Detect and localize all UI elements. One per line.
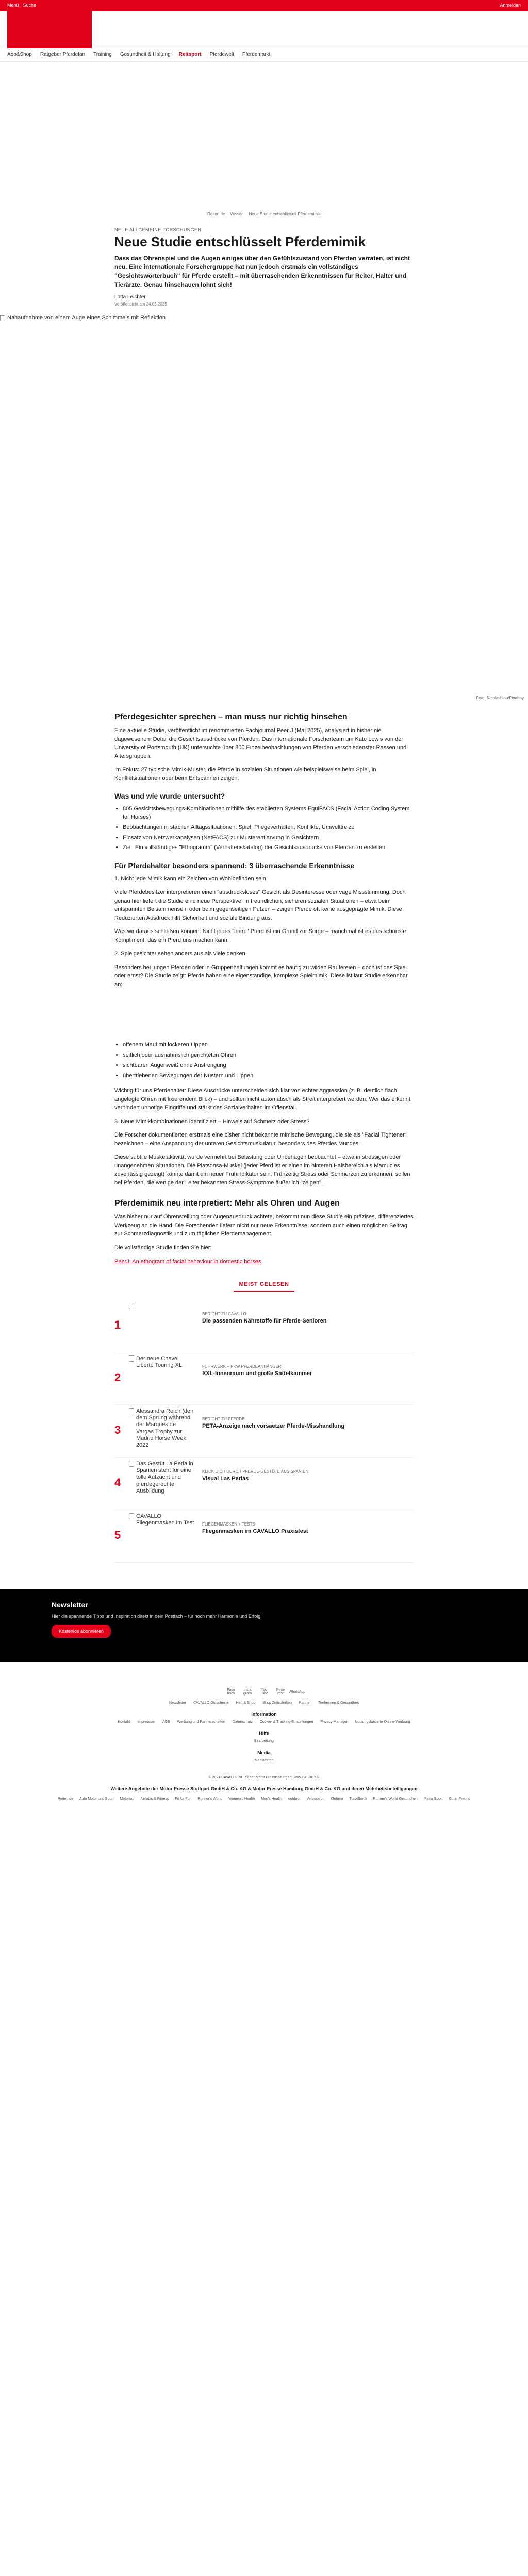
footer-link[interactable]: Heft & Shop bbox=[236, 1701, 256, 1705]
paragraph: Viele Pferdebesitzer interpretieren einen "ausdrucksloses" Gesicht als Desinteresse oder vage Missstimmung. Doch genau hier liefert die Studie eine neue Perspektive: In freundlichen, sicheren sozialen Situationen – etwa beim entspannten Beisammensein oder beim gegenseitigen Putzen – zeigen Pferde oft keine ausgeprägte Mimik. Diese Reduzierten Ausdruck hilft Sicherheit und soziale Bindung aus. bbox=[114, 889, 406, 921]
item-title[interactable]: Visual Las Perlas bbox=[202, 1475, 249, 1482]
list-item: • Beobachtungen in stabilen Alltagssituationen: Spiel, Pflegeverhalten, Konflikte, Umwelttreize bbox=[123, 824, 414, 832]
pinterest-icon[interactable]: Pinte rest bbox=[276, 1688, 285, 1696]
top-strip bbox=[0, 0, 528, 11]
footer-link[interactable]: Datenschutz bbox=[232, 1720, 253, 1724]
hero-alt-text: Nahaufnahme von einem Auge eines Schimmels mit Reflektion bbox=[7, 315, 166, 321]
item-title[interactable]: PETA-Anzeige nach vorsaetzer Pferde-Misshandlung bbox=[202, 1422, 345, 1429]
paragraph: Die Forscher dokumentierten erstmals eine bisher nicht bekannte mimische Bewegung, die sie als "Facial Tightener" bezeichnen – eine Anspannung der unteren Gesichtsmuskulatur, besonders des Pferdes Mundes. bbox=[114, 1132, 407, 1147]
section-heading: Pferdegesichter sprechen – man muss nur richtig hinsehen bbox=[114, 713, 348, 722]
subscribe-button[interactable]: Kostenlos abonnieren bbox=[52, 1625, 111, 1638]
footer-link[interactable]: Runner's World Gesundheit bbox=[373, 1797, 418, 1801]
broken-image-icon bbox=[129, 1461, 134, 1467]
item-title[interactable]: Fliegenmasken im CAVALLO Praxistest bbox=[202, 1528, 308, 1534]
newsletter-title: Newsletter bbox=[52, 1601, 88, 1609]
footer-link[interactable]: Velomotion bbox=[306, 1797, 325, 1801]
list-item: • sichtbaren Augenweiß ohne Anstrengung bbox=[123, 1062, 414, 1070]
further-offers-links bbox=[21, 1797, 507, 1802]
list-item: • übertriebenen Bewegungen der Nüstern und Lippen bbox=[123, 1072, 414, 1080]
footer-link[interactable]: Mediadaten bbox=[254, 1758, 274, 1762]
paragraph: Im Fokus: 27 typische Mimik-Muster, die Pferde in sozialen Situationen wie beispielsweise beim Spiel, in Konfliktsituationen oder beim Entspannen zeigen. bbox=[114, 767, 376, 782]
footer-link[interactable]: Bearbeitung bbox=[254, 1739, 274, 1743]
list-item: • offenem Maul mit lockeren Lippen bbox=[123, 1041, 414, 1049]
breadcrumb-item[interactable]: Wissen bbox=[230, 212, 244, 216]
footer-link[interactable]: Werbung und Partnerschaften bbox=[177, 1720, 225, 1724]
footer-link[interactable]: Runner's World bbox=[197, 1797, 223, 1801]
paragraph: Besonders bei jungen Pferden oder in Gruppenhaltungen kommt es häufig zu wilden Raufereien – doch ist das Spiel oder ernst? Die Studie zeigt: Pferde haben eine eigenständige, komplexe Spielmimik. Diese ist laut Studie erkennbar an: bbox=[114, 964, 408, 988]
broken-image-icon bbox=[0, 315, 5, 321]
instagram-icon[interactable]: Insta gram bbox=[243, 1688, 252, 1696]
thumbnail[interactable] bbox=[129, 1408, 195, 1453]
paragraph: Eine aktuelle Studie, veröffentlicht im renommierten Fachjournal Peer J (Mai 2025), analysiert in bisher nie dagewesenem Detail die Gesichtsausdrücke von Pferden. Das internationale Forscherteam um Kate Lewis von der University of Portsmouth (UK) untersuchte über 800 Einzelbeobachtungen von Pferden verschiedenster Rassen und Altersgruppen. bbox=[114, 727, 407, 759]
thumbnail-alt: CAVALLO Fliegenmasken im Test bbox=[136, 1513, 194, 1527]
footer-info-title: Information bbox=[251, 1711, 277, 1717]
rank-number: 4 bbox=[114, 1476, 121, 1489]
paragraph: Was wir daraus schließen können: Nicht jedes "leere" Pferd ist ein Grund zur Sorge – manchmal ist es das schönste Kompliment, das ein Pferd uns machen kann. bbox=[114, 928, 406, 943]
footer-link[interactable]: Kontakt bbox=[118, 1720, 130, 1724]
further-offers-title: Weitere Angebote der Motor Presse Stuttgart GmbH & Co. KG & Motor Presse Hamburg GmbH & Co. KG und deren Mehrheitsbeteiligungen bbox=[110, 1786, 418, 1791]
rank-number: 3 bbox=[114, 1423, 121, 1436]
article-body bbox=[114, 712, 414, 1266]
rank-number: 2 bbox=[114, 1371, 121, 1384]
broken-image-icon bbox=[129, 1513, 134, 1519]
footer-link[interactable]: Women's Health bbox=[228, 1797, 255, 1801]
item-text bbox=[202, 1513, 414, 1535]
study-link[interactable]: PeerJ: An ethogram of facial behaviour in domestic horses bbox=[114, 1259, 261, 1265]
nav-item-pferdemarkt[interactable]: Pferdemarkt bbox=[242, 52, 271, 58]
footer-link[interactable]: Nutzungsbasierte Online-Werbung bbox=[355, 1720, 410, 1724]
footer-link[interactable]: Auto Motor und Sport bbox=[79, 1797, 114, 1801]
thumbnail[interactable] bbox=[129, 1513, 195, 1558]
item-text bbox=[202, 1408, 414, 1430]
footer-link[interactable]: Reiten.de bbox=[58, 1797, 73, 1801]
article-kicker: NEUE ALLGEMEINE FORSCHUNGEN bbox=[114, 227, 202, 232]
broken-image-icon bbox=[129, 1408, 134, 1414]
most-read-item[interactable] bbox=[114, 1300, 414, 1352]
facebook-icon[interactable]: Face book bbox=[227, 1688, 235, 1696]
article bbox=[114, 211, 414, 307]
copyright: © 2024 CAVALLO ist Teil der Motor Presse Stuttgart GmbH & Co. KG bbox=[208, 1775, 320, 1780]
item-title[interactable]: Die passenden Nährstoffe für Pferde-Senioren bbox=[202, 1317, 327, 1324]
article-date: Veröffentlicht am 24.05.2025 bbox=[114, 301, 167, 307]
list-item: • Ziel: Ein vollständiges "Ethogramm" (Verhaltenskatalog) der Gesichtsausdrucke von Pferden zu erstellen bbox=[123, 844, 414, 852]
site-logo[interactable] bbox=[7, 11, 92, 48]
footer-link[interactable]: CAVALLO Gutscheine bbox=[193, 1701, 229, 1705]
top-left-links bbox=[7, 2, 36, 9]
paragraph: 3. Neue Mimikkombinationen identifiziert – Hinweis auf Schmerz oder Stress? bbox=[114, 1118, 310, 1125]
item-kicker: KLICK DICH DURCH PFERDE-GESTÜTE AUS SPANIEN bbox=[202, 1469, 309, 1474]
footer-link[interactable]: outdoor bbox=[288, 1797, 301, 1801]
breadcrumb-current: Neue Studie entschlüsselt Pferdemimik bbox=[249, 212, 321, 216]
thumbnail-alt: Der neue Chevel Liberté Touring XL bbox=[136, 1355, 183, 1369]
item-text bbox=[202, 1461, 414, 1482]
youtube-icon[interactable]: You Tube bbox=[260, 1688, 268, 1696]
paragraph: Die vollständige Studie finden Sie hier: bbox=[114, 1244, 212, 1251]
footer-link[interactable]: Travelbook bbox=[349, 1797, 367, 1801]
image-credit: Foto: Nicolasblau/Pixabay bbox=[476, 695, 524, 700]
nav-item-gesundheit[interactable]: Gesundheit & Haltung bbox=[120, 52, 171, 58]
footer-link[interactable]: Fit for Fun bbox=[175, 1797, 192, 1801]
rank-number: 5 bbox=[114, 1529, 121, 1541]
list-item: • 805 Gesichtsbewegungs-Kombinationen mithilfe des etablierten Systems EquiFACS (Facial Action Coding System for Horses) bbox=[123, 805, 414, 822]
nav-item-reitsport[interactable]: Reitsport bbox=[178, 52, 202, 58]
most-read-item[interactable] bbox=[114, 1458, 414, 1510]
thumbnail[interactable] bbox=[129, 1461, 195, 1506]
hero-image-alt bbox=[0, 314, 166, 323]
footer-link[interactable]: Aerobic & Fitness bbox=[140, 1797, 169, 1801]
list-item: • seitlich oder ausnahmslich gerichteten Ohren bbox=[123, 1052, 414, 1060]
footer-link[interactable]: Shop Zeitschriften bbox=[262, 1701, 292, 1705]
item-kicker: FUHRWERK + PKW PFERDEANHÄNGER bbox=[202, 1364, 282, 1369]
footer-link[interactable]: Klettern bbox=[331, 1797, 343, 1801]
item-title[interactable]: XXL-Innenraum und große Sattelkammer bbox=[202, 1370, 312, 1377]
footer-links-row bbox=[0, 1701, 528, 1706]
section-heading: Pferdemimik neu interpretiert: Mehr als Ohren und Augen bbox=[114, 1199, 340, 1208]
sub-heading: Für Pferdehalter besonders spannend: 3 überraschende Erkenntnisse bbox=[114, 861, 355, 870]
item-kicker: FLIEGENMASKEN + TESTS bbox=[202, 1522, 255, 1527]
newsletter-section bbox=[0, 1589, 528, 1662]
most-read-title: MEIST GELESEN bbox=[234, 1281, 294, 1292]
search-link[interactable]: Suche bbox=[23, 3, 37, 8]
item-text bbox=[202, 1303, 414, 1325]
whatsapp-icon[interactable]: WhatsApp bbox=[288, 1690, 306, 1694]
page-title: Neue Studie entschlüsselt Pferdemimik bbox=[114, 233, 366, 249]
footer-link[interactable]: Prima Sport bbox=[423, 1797, 443, 1801]
footer-info-links bbox=[0, 1720, 528, 1725]
footer-media-title: Media bbox=[257, 1750, 271, 1755]
most-read-item[interactable] bbox=[114, 1405, 414, 1458]
main-nav bbox=[0, 48, 528, 62]
most-read-header bbox=[114, 1280, 414, 1292]
footer-help-links bbox=[0, 1739, 528, 1744]
article-author[interactable]: Lotta Leichter bbox=[114, 294, 146, 300]
sub-heading: Was und wie wurde untersucht? bbox=[114, 792, 225, 801]
footer-media-links bbox=[0, 1758, 528, 1764]
item-text bbox=[202, 1355, 414, 1377]
footer-link[interactable]: Newsletter bbox=[169, 1701, 187, 1705]
paragraph: Was bisher nur auf Ohrenstellung oder Augenausdruck achtete, bekommt nun diese Studie ein präzises, differenziertes Werkzeug an die Hand. Die Forschenden liefern nicht nur neue Erkenntnisse, sondern auch einen möglichen Beitrag zur Schmerzdiagnostik und zum täglichen Pferdemanagement. bbox=[114, 1214, 414, 1238]
item-kicker: BERICHT ZU CAVALLO bbox=[202, 1312, 246, 1316]
item-kicker: BERICHT ZU PFERDE bbox=[202, 1417, 245, 1421]
thumbnail-alt: Das Gestüt La Perla in Spanien steht für eine tolle Aufzucht und pferdegerechte Ausbildung bbox=[136, 1461, 193, 1494]
list-item: • Einsatz von Netzwerkanalysen (NetFACS) zur Musterentlarvung in Gesichtern bbox=[123, 834, 414, 842]
article-teaser: Dass das Ohrenspiel und die Augen einiges über den Gefühlszustand von Pferden verraten, ist nicht neu. Eine internationale Forschergruppe hat nun jedoch erstmals ein vollständiges "Gesichtswörterbuch" für Pferde erstellt – mit überraschenden Erkenntnissen für Reiter, Halter und Tierärzte. Genau hinschauen lohnt sich! bbox=[114, 254, 410, 289]
footer-link[interactable]: Motorrad bbox=[120, 1797, 135, 1801]
nav-item-training[interactable]: Training bbox=[93, 52, 112, 58]
footer-link[interactable]: Tierheimen & Gesundheit bbox=[318, 1701, 359, 1705]
site-footer bbox=[0, 1662, 528, 2546]
most-read-item[interactable] bbox=[114, 1352, 414, 1405]
method-list bbox=[123, 805, 414, 853]
paragraph: Diese subtile Muskelaktivität wurde vermehrt bei Belastung oder Unbehagen beobachtet – etwa in stressigen oder unangenehmen Situationen. Die Platsonsa-Muskel (jeder Pferd ist er einen im hinteren Halsbereich als Mamucles zuverlässig gezeigt) könnte damit ein neuer Frühindikator sein. Frühzeitig Stress oder Schmerzen zu erkennen, sollen bei Pferden, die wenige der Leiter bekannten Stress-Symptome äußerlich "zeigen". bbox=[114, 1154, 410, 1186]
login-link[interactable]: Anmelden bbox=[500, 3, 521, 8]
footer-help-title: Hilfe bbox=[259, 1731, 269, 1736]
footer-link[interactable]: Cookie- & Tracking-Einstellungen bbox=[259, 1720, 314, 1724]
nav-item-abo-shop[interactable]: Abo&Shop bbox=[7, 52, 32, 58]
rank-number: 1 bbox=[114, 1318, 121, 1331]
breadcrumb-item[interactable]: Reiten.de bbox=[207, 212, 225, 216]
play-features-list bbox=[123, 1041, 414, 1080]
footer-link[interactable]: AGB bbox=[162, 1720, 170, 1724]
breadcrumb bbox=[114, 211, 414, 217]
thumbnail-alt: Alessandra Reich (den dem Sprung während der Marques de Vargas Trophy zur Madrid Horse Week 2022 bbox=[136, 1408, 194, 1448]
ad-space bbox=[0, 62, 528, 211]
broken-image-icon bbox=[129, 1303, 134, 1309]
footer-link[interactable]: Impressum bbox=[137, 1720, 155, 1724]
paragraph: 1. Nicht jede Mimik kann ein Zeichen von Wohlbefinden sein bbox=[114, 875, 266, 882]
footer-link[interactable]: Privacy-Manager bbox=[320, 1720, 348, 1724]
social-links bbox=[0, 1686, 528, 1698]
nav-item-pferdewelt[interactable]: Pferdewelt bbox=[209, 52, 234, 58]
menu-link[interactable]: Menü bbox=[7, 3, 19, 8]
thumbnail[interactable] bbox=[129, 1355, 195, 1401]
newsletter-text: Hier die spannende Tipps und Inspiration direkt in dein Postfach – für noch mehr Harmonie und Erfolg! bbox=[52, 1614, 262, 1619]
footer-link[interactable]: Partner bbox=[299, 1701, 311, 1705]
thumbnail[interactable] bbox=[129, 1303, 195, 1348]
paragraph: 2. Spielgesichter sehen anders aus als viele denken bbox=[114, 951, 245, 957]
footer-link[interactable]: Men's Health bbox=[261, 1797, 282, 1801]
broken-image-icon bbox=[129, 1355, 134, 1362]
footer-link[interactable]: Guter Freund bbox=[449, 1797, 470, 1801]
nav-item-ratgeber[interactable]: Ratgeber Pferdefan bbox=[40, 52, 86, 58]
hero-image bbox=[0, 314, 528, 701]
site-header bbox=[0, 11, 528, 48]
paragraph: Wichtig für uns Pferdehalter: Diese Ausdrücke unterscheiden sich klar von echter Aggression (z. B. deutlich flach angelegte Ohren mit fixierendem Blick) – und sollten nicht automatisch als Streit interpretiert werden. Wer das erkennt, verhindert unnötige Eingriffe und stärkt das Sozialverhalten im Offenstall. bbox=[114, 1088, 412, 1111]
inline-image-space bbox=[114, 994, 414, 1041]
most-read-section bbox=[114, 1280, 414, 1563]
most-read-item[interactable] bbox=[114, 1510, 414, 1563]
page-bottom-space bbox=[0, 1802, 528, 2546]
